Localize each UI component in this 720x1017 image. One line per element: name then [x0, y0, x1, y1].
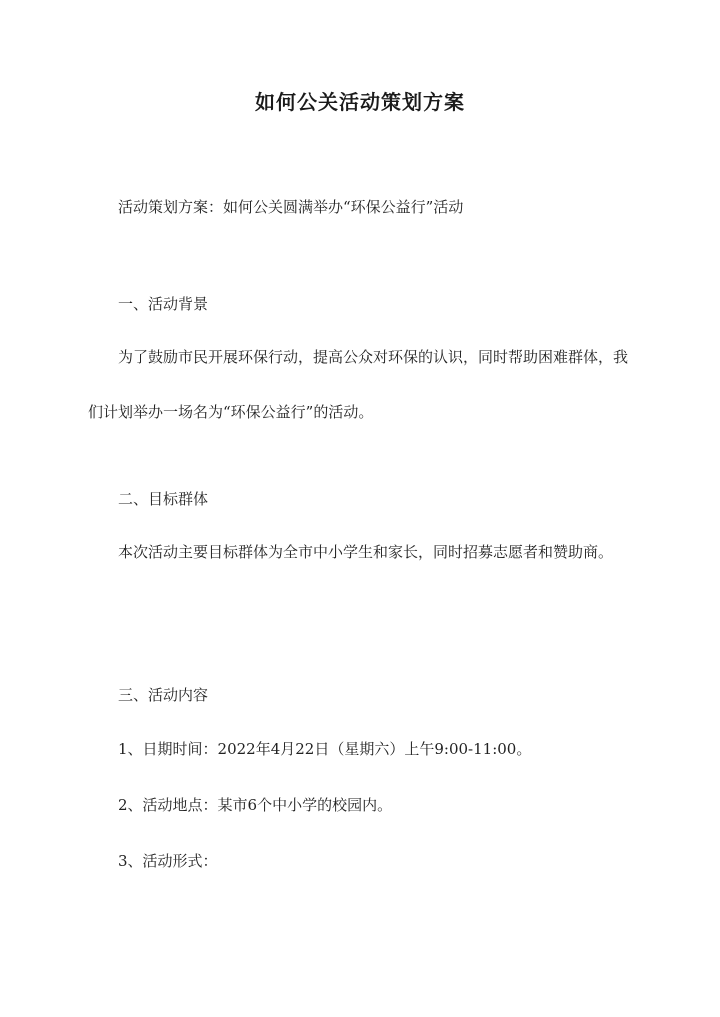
document-subtitle: 活动策划方案：如何公关圆满举办“环保公益行”活动 — [118, 198, 464, 216]
document-title: 如何公关活动策划方案 — [255, 90, 465, 114]
section-heading-target-group: 二、目标群体 — [118, 490, 209, 508]
section-heading-background: 一、活动背景 — [118, 295, 209, 313]
list-item-date-time: 1、日期时间：2022年4月22日（星期六）上午9:00-11:00。 — [118, 740, 532, 758]
list-item-format: 3、活动形式： — [118, 852, 218, 870]
section-body-background: 为了鼓励市民开展环保行动，提高公众对环保的认识，同时帮助困难群体，我们计划举办一场名为“环保公益行”的活动。 — [88, 348, 629, 421]
section-heading-activity-content: 三、活动内容 — [118, 686, 209, 704]
section-body-target-group: 本次活动主要目标群体为全市中小学生和家长，同时招募志愿者和赞助商。 — [118, 543, 614, 561]
list-item-location: 2、活动地点：某市6个中小学的校园内。 — [118, 796, 393, 814]
